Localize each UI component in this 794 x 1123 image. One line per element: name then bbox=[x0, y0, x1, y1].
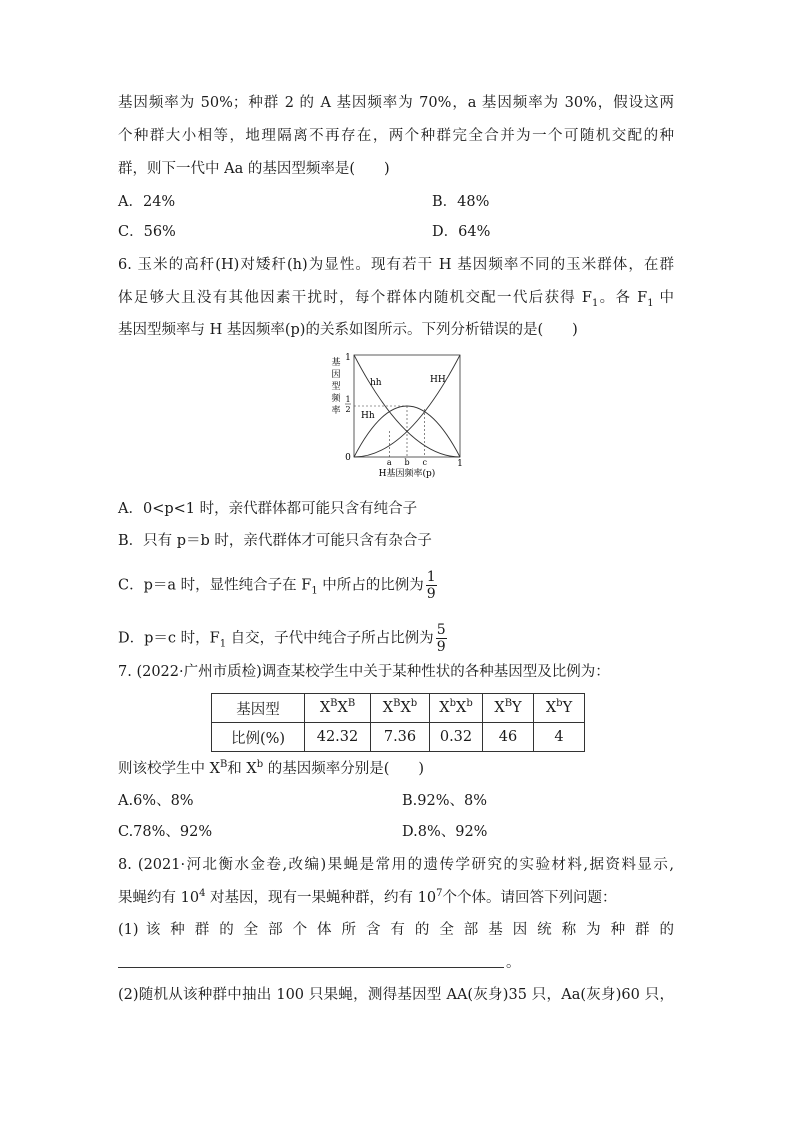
q5-option-c: C．56% bbox=[118, 224, 176, 240]
q6-option-c: C．p＝a 时，显性纯合子在 $F_1$ 中所占的比例为 $\frac{1}{9}$ bbox=[118, 569, 436, 602]
fig-y-half-den: 2 bbox=[345, 405, 351, 414]
ratio-XbXb: 0.32 bbox=[430, 723, 483, 752]
table-row-ratios bbox=[212, 723, 585, 752]
ratio-XBXB: 42.32 bbox=[305, 723, 371, 752]
genotype-XBY: $X^BY$ bbox=[483, 694, 534, 723]
ratio-XBY: 46 bbox=[483, 723, 534, 752]
q6-option-a: A．0<p<1 时，亲代群体都可能只含有纯合子 bbox=[118, 501, 418, 517]
q7-question: 则该校学生中 $X^B$和 $X^b$ 的基因频率分别是( ) bbox=[118, 759, 425, 777]
fig-x-tick-c: c bbox=[422, 458, 427, 467]
q6-option-d: D．p＝c 时，$F_1$ 自交，子代中纯合子所占比例为 $\frac{5}{9}$ bbox=[118, 622, 446, 655]
fig-ylabel-char-4: 频 bbox=[331, 394, 341, 404]
q8-sub-question-1: (1) 该 种 群 的 全 部 个 体 所 含 有 的 全 部 基 因 统 称 为 种 群 的 bbox=[118, 922, 674, 938]
q6-text-line-2: 体足够大且没有其他因素干扰时，每个群体内随机交配一代后获得 $F_1$。各 $F_1$ 中 bbox=[118, 290, 675, 309]
q6-option-d-fraction: $\frac{5}{9}$ bbox=[436, 622, 446, 655]
q8-answer-blank[interactable] bbox=[118, 967, 504, 968]
fig-ylabel-char-3: 型 bbox=[331, 382, 341, 392]
q5-text-line-1: 基因频率为 50%；种群 2 的 A 基因频率为 70%，a 基因频率为 30%，假设这两 bbox=[118, 95, 674, 111]
q7-option-c: C.78%、92% bbox=[118, 824, 213, 840]
q8-sub-question-2: (2)随机从该种群中抽出 100 只果蝇，测得基因型 AA(灰身)35 只，Aa(灰身)60 只， bbox=[118, 987, 674, 1003]
q7-option-d: D.8%、92% bbox=[402, 824, 488, 840]
q8-sub-question-1-end: 。 bbox=[506, 955, 521, 971]
q6-option-b: B．只有 p＝b 时，亲代群体才可能只含有杂合子 bbox=[118, 533, 432, 549]
fig-x-right-label: 1 bbox=[457, 459, 463, 469]
fig-hh-label: hh bbox=[370, 378, 382, 388]
fig-Hh-label: Hh bbox=[361, 411, 375, 421]
genotype-XbXb: $X^bX^b$ bbox=[430, 694, 483, 723]
table-header-ratio: 比例(%) bbox=[212, 723, 305, 752]
q5-option-a: A．24% bbox=[118, 194, 176, 210]
ratio-XbY: 4 bbox=[534, 723, 585, 752]
q6-option-c-fraction: $\frac{1}{9}$ bbox=[426, 569, 436, 602]
q7-option-b: B.92%、8% bbox=[402, 793, 487, 809]
fig-x-axis-label: H基因频率(p) bbox=[378, 469, 436, 479]
q8-text-line-2: 果蝇约有 $10^4$ 对基因，现有一果蝇种群，约有 $10^7$个个体。请回答下列问题： bbox=[118, 888, 617, 906]
fig-y-top-label: 1 bbox=[345, 353, 351, 363]
genotype-table bbox=[211, 693, 585, 752]
genotype-frequency-figure bbox=[326, 352, 466, 480]
table-row-genotypes bbox=[212, 694, 585, 723]
table-header-genotype: 基因型 bbox=[212, 694, 305, 723]
fig-origin-label: 0 bbox=[345, 453, 351, 463]
fig-ylabel-char-2: 因 bbox=[331, 370, 341, 380]
fig-x-tick-a: a bbox=[386, 458, 392, 467]
genotype-XBXB: $X^BX^B$ bbox=[305, 694, 371, 723]
q5-option-d: D．64% bbox=[432, 224, 491, 240]
q5-text-line-3: 群，则下一代中 Aa 的基因型频率是( ) bbox=[118, 161, 390, 177]
fig-x-tick-b: b bbox=[404, 458, 410, 467]
q6-text-line-3: 基因型频率与 H 基因频率(p)的关系如图所示。下列分析错误的是( ) bbox=[118, 322, 578, 338]
fig-ylabel-char-5: 率 bbox=[331, 406, 341, 416]
q7-option-a: A.6%、8% bbox=[118, 793, 194, 809]
q8-text-line-1: 8. (2021·河北衡水金卷,改编)果蝇是常用的遗传学研究的实验材料,据资料显示, bbox=[118, 857, 674, 873]
genotype-XbY: $X^bY$ bbox=[534, 694, 585, 723]
q6-text-line-1: 6. 玉米的高秆(H)对矮秆(h)为显性。现有若干 H 基因频率不同的玉米群体，在群 bbox=[118, 257, 674, 273]
fig-ylabel-char-1: 基 bbox=[331, 358, 341, 368]
genotype-XBXb: $X^BX^b$ bbox=[371, 694, 430, 723]
fig-HH-label: HH bbox=[430, 375, 446, 385]
q5-text-line-2: 个种群大小相等，地理隔离不再存在，两个种群完全合并为一个可随机交配的种 bbox=[118, 128, 674, 144]
ratio-XBXb: 7.36 bbox=[371, 723, 430, 752]
q5-option-b: B．48% bbox=[432, 194, 490, 210]
fig-y-half-num: 1 bbox=[345, 395, 351, 404]
q7-stem: 7. (2022·广州市质检)调查某校学生中关于某种性状的各种基因型及比例为： bbox=[118, 664, 610, 680]
